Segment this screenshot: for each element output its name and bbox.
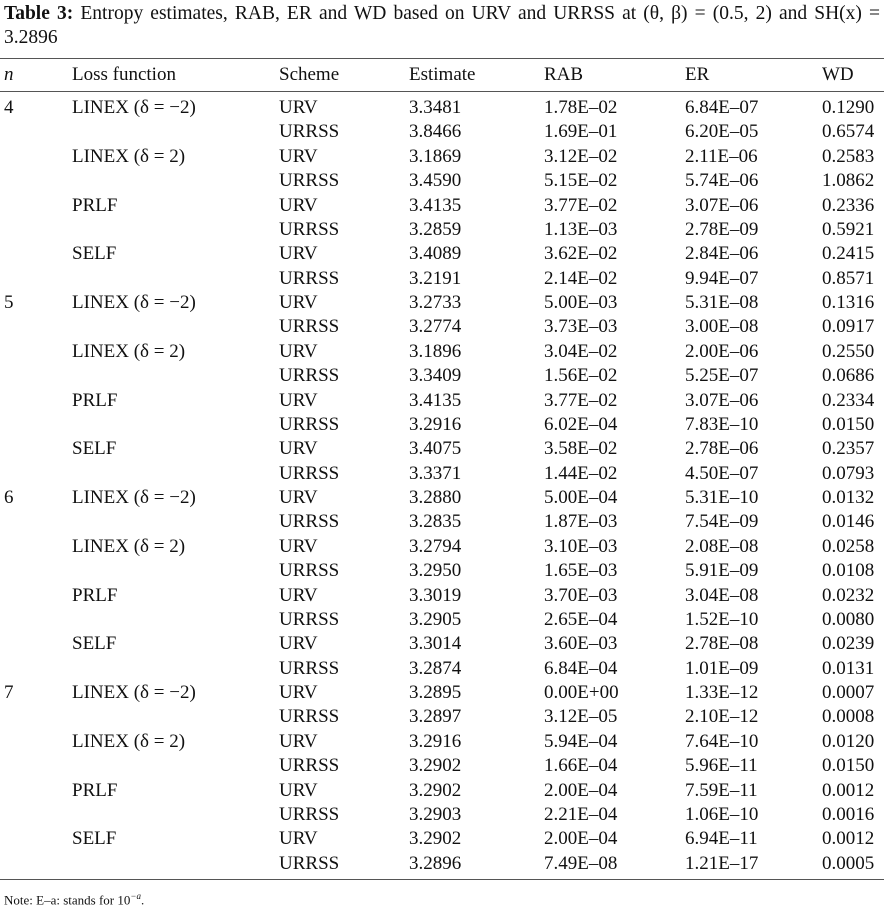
table-note	[4, 887, 144, 909]
cell-er: 6.20E–05	[685, 121, 759, 143]
cell-estimate: 3.8466	[409, 121, 462, 143]
cell-scheme: URRSS	[279, 365, 340, 387]
cell-wd: 0.0132	[822, 487, 875, 508]
cell-er: 7.54E–09	[685, 511, 759, 533]
cell-wd: 0.0131	[822, 657, 875, 679]
cell-er: 5.74E–06	[685, 170, 759, 192]
cell-estimate: 3.3481	[409, 97, 462, 118]
cell-scheme: URRSS	[279, 121, 340, 143]
cell-wd: 0.0012	[822, 779, 875, 801]
cell-n: 6	[4, 487, 14, 508]
table-row	[0, 169, 884, 193]
cell-loss: LINEX (δ = −2)	[72, 682, 196, 703]
cell-scheme: URRSS	[279, 511, 340, 533]
cell-rab: 3.12E–02	[544, 145, 618, 167]
cell-loss: LINEX (δ = 2)	[72, 145, 186, 167]
table-row	[0, 194, 884, 218]
cell-estimate: 3.2916	[409, 413, 462, 435]
cell-estimate: 3.2896	[409, 852, 462, 874]
cell-rab: 6.84E–04	[544, 657, 618, 679]
table-row	[0, 340, 884, 364]
cell-scheme: URV	[279, 633, 318, 655]
note-exponent: −a	[130, 891, 141, 901]
header-loss-function: Loss function	[72, 64, 176, 85]
cell-wd: 0.0016	[822, 803, 875, 825]
table-row	[0, 145, 884, 169]
cell-er: 2.10E–12	[685, 706, 759, 728]
cell-estimate: 3.2835	[409, 511, 462, 533]
cell-er: 3.07E–06	[685, 194, 759, 216]
cell-scheme: URRSS	[279, 462, 340, 484]
cell-rab: 3.58E–02	[544, 438, 618, 460]
cell-estimate: 3.2897	[409, 706, 462, 728]
table-row	[0, 608, 884, 632]
table-row	[0, 315, 884, 339]
cell-rab: 3.77E–02	[544, 194, 618, 216]
cell-wd: 0.2334	[822, 389, 875, 411]
header-rab: RAB	[544, 64, 584, 85]
cell-wd: 0.2415	[822, 243, 875, 265]
table-row	[0, 291, 884, 315]
cell-scheme: URRSS	[279, 170, 340, 192]
table-row	[0, 803, 884, 827]
cell-estimate: 3.3014	[409, 633, 462, 655]
cell-scheme: URRSS	[279, 608, 340, 630]
table-row	[0, 389, 884, 413]
cell-scheme: URV	[279, 584, 318, 606]
cell-loss: PRLF	[72, 194, 118, 216]
cell-rab: 1.13E–03	[544, 218, 618, 240]
cell-loss: LINEX (δ = −2)	[72, 97, 196, 118]
table-row	[0, 535, 884, 559]
cell-wd: 0.1316	[822, 292, 875, 313]
table-row	[0, 705, 884, 729]
cell-er: 1.52E–10	[685, 608, 759, 630]
cell-estimate: 3.4590	[409, 170, 462, 192]
cell-rab: 2.65E–04	[544, 608, 618, 630]
cell-rab: 2.21E–04	[544, 803, 618, 825]
cell-wd: 0.1290	[822, 97, 875, 118]
cell-loss: LINEX (δ = 2)	[72, 340, 186, 362]
cell-wd: 0.2357	[822, 438, 875, 460]
cell-wd: 0.0146	[822, 511, 875, 533]
cell-scheme: URV	[279, 292, 318, 313]
cell-scheme: URRSS	[279, 755, 340, 777]
cell-scheme: URRSS	[279, 852, 340, 874]
cell-scheme: URV	[279, 779, 318, 801]
cell-estimate: 3.2794	[409, 535, 462, 557]
cell-wd: 0.2336	[822, 194, 875, 216]
cell-loss: LINEX (δ = −2)	[72, 487, 196, 508]
cell-er: 2.78E–09	[685, 218, 759, 240]
header-scheme: Scheme	[279, 64, 340, 85]
cell-scheme: URRSS	[279, 316, 340, 338]
caption-text: Entropy estimates, RAB, ER and WD based on URV and URRSS at (θ, β) = (0.5, 2) and SH(x) = 3.2896	[4, 3, 881, 48]
cell-er: 7.64E–10	[685, 730, 759, 752]
cell-estimate: 3.2902	[409, 779, 462, 801]
cell-estimate: 3.2774	[409, 316, 462, 338]
cell-er: 1.33E–12	[685, 682, 759, 703]
cell-scheme: URV	[279, 682, 318, 703]
cell-estimate: 3.1896	[409, 340, 462, 362]
cell-er: 2.78E–06	[685, 438, 759, 460]
cell-n: 7	[4, 682, 14, 703]
cell-loss: SELF	[72, 243, 117, 265]
cell-rab: 3.12E–05	[544, 706, 618, 728]
cell-er: 9.94E–07	[685, 267, 759, 289]
cell-wd: 0.6574	[822, 121, 875, 143]
table-row	[0, 510, 884, 534]
cell-rab: 1.66E–04	[544, 755, 618, 777]
table-row	[0, 730, 884, 754]
cell-wd: 0.0007	[822, 682, 875, 703]
cell-er: 1.06E–10	[685, 803, 759, 825]
cell-estimate: 3.2859	[409, 218, 462, 240]
table-row	[0, 364, 884, 388]
cell-scheme: URV	[279, 730, 318, 752]
cell-wd: 0.2550	[822, 340, 875, 362]
cell-estimate: 3.2874	[409, 657, 462, 679]
table-row	[0, 96, 884, 120]
cell-wd: 1.0862	[822, 170, 875, 192]
cell-wd: 0.0917	[822, 316, 875, 338]
cell-loss: LINEX (δ = 2)	[72, 535, 186, 557]
cell-estimate: 3.2733	[409, 292, 462, 313]
cell-er: 4.50E–07	[685, 462, 759, 484]
cell-scheme: URV	[279, 243, 318, 265]
cell-estimate: 3.3371	[409, 462, 462, 484]
cell-rab: 1.69E–01	[544, 121, 618, 143]
table-row	[0, 852, 884, 876]
cell-estimate: 3.2902	[409, 828, 462, 850]
header-wd: WD	[822, 64, 854, 85]
cell-estimate: 3.3409	[409, 365, 462, 387]
cell-estimate: 3.2903	[409, 803, 462, 825]
cell-scheme: URRSS	[279, 706, 340, 728]
cell-rab: 1.56E–02	[544, 365, 618, 387]
cell-estimate: 3.4089	[409, 243, 462, 265]
cell-scheme: URV	[279, 97, 318, 118]
cell-er: 2.78E–08	[685, 633, 759, 655]
cell-er: 5.96E–11	[685, 755, 758, 777]
cell-rab: 3.73E–03	[544, 316, 618, 338]
cell-estimate: 3.2916	[409, 730, 462, 752]
table-row	[0, 584, 884, 608]
table-caption	[4, 2, 880, 50]
cell-er: 5.31E–10	[685, 487, 759, 508]
cell-wd: 0.0793	[822, 462, 875, 484]
cell-rab: 1.87E–03	[544, 511, 618, 533]
table-row	[0, 559, 884, 583]
cell-rab: 5.94E–04	[544, 730, 618, 752]
cell-rab: 2.00E–04	[544, 828, 618, 850]
cell-scheme: URV	[279, 438, 318, 460]
note-prefix: Note: E–a: stands for 10	[4, 892, 131, 908]
cell-loss: PRLF	[72, 779, 118, 801]
cell-er: 3.00E–08	[685, 316, 759, 338]
cell-rab: 5.00E–04	[544, 487, 618, 508]
cell-rab: 5.15E–02	[544, 170, 618, 192]
cell-estimate: 3.4135	[409, 389, 462, 411]
cell-rab: 5.00E–03	[544, 292, 618, 313]
cell-scheme: URV	[279, 535, 318, 557]
cell-wd: 0.0150	[822, 413, 875, 435]
cell-rab: 7.49E–08	[544, 852, 618, 874]
cell-scheme: URV	[279, 194, 318, 216]
cell-rab: 3.77E–02	[544, 389, 618, 411]
cell-loss: LINEX (δ = −2)	[72, 292, 196, 313]
cell-rab: 0.00E+00	[544, 682, 619, 703]
table-row	[0, 754, 884, 778]
cell-wd: 0.0012	[822, 828, 875, 850]
cell-er: 2.11E–06	[685, 145, 758, 167]
cell-wd: 0.5921	[822, 218, 875, 240]
table-row	[0, 486, 884, 510]
cell-wd: 0.0686	[822, 365, 875, 387]
cell-er: 3.04E–08	[685, 584, 759, 606]
bottom-rule	[0, 879, 884, 880]
cell-er: 5.91E–09	[685, 560, 759, 582]
cell-er: 5.25E–07	[685, 365, 759, 387]
cell-scheme: URV	[279, 828, 318, 850]
cell-scheme: URRSS	[279, 413, 340, 435]
cell-n: 4	[4, 97, 14, 118]
table-row	[0, 120, 884, 144]
cell-rab: 1.44E–02	[544, 462, 618, 484]
table-row	[0, 413, 884, 437]
cell-er: 7.83E–10	[685, 413, 759, 435]
cell-scheme: URRSS	[279, 267, 340, 289]
cell-rab: 2.14E–02	[544, 267, 618, 289]
table-row	[0, 242, 884, 266]
cell-er: 1.21E–17	[685, 852, 759, 874]
cell-wd: 0.0120	[822, 730, 875, 752]
cell-estimate: 3.4135	[409, 194, 462, 216]
cell-wd: 0.0232	[822, 584, 875, 606]
header-rule	[0, 91, 884, 92]
cell-estimate: 3.2902	[409, 755, 462, 777]
cell-rab: 3.62E–02	[544, 243, 618, 265]
cell-rab: 6.02E–04	[544, 413, 618, 435]
cell-estimate: 3.3019	[409, 584, 462, 606]
table-row	[0, 462, 884, 486]
cell-loss: PRLF	[72, 389, 118, 411]
table-body	[0, 96, 884, 876]
cell-loss: SELF	[72, 828, 117, 850]
cell-rab: 1.65E–03	[544, 560, 618, 582]
cell-estimate: 3.2880	[409, 487, 462, 508]
cell-rab: 1.78E–02	[544, 97, 618, 118]
cell-er: 2.00E–06	[685, 340, 759, 362]
table-row	[0, 657, 884, 681]
cell-estimate: 3.1869	[409, 145, 462, 167]
cell-er: 7.59E–11	[685, 779, 758, 801]
table-row	[0, 632, 884, 656]
cell-wd: 0.0239	[822, 633, 875, 655]
caption-label: Table 3:	[4, 3, 74, 24]
cell-rab: 3.10E–03	[544, 535, 618, 557]
cell-wd: 0.8571	[822, 267, 875, 289]
cell-wd: 0.0150	[822, 755, 875, 777]
cell-wd: 0.0258	[822, 535, 875, 557]
cell-loss: SELF	[72, 438, 117, 460]
cell-er: 2.84E–06	[685, 243, 759, 265]
cell-n: 5	[4, 292, 14, 313]
cell-er: 2.08E–08	[685, 535, 759, 557]
cell-rab: 2.00E–04	[544, 779, 618, 801]
cell-loss: SELF	[72, 633, 117, 655]
cell-scheme: URV	[279, 340, 318, 362]
table-row	[0, 437, 884, 461]
header-n: n	[4, 64, 14, 85]
table-row	[0, 218, 884, 242]
cell-loss: PRLF	[72, 584, 118, 606]
cell-estimate: 3.2191	[409, 267, 462, 289]
cell-er: 6.94E–11	[685, 828, 758, 850]
cell-estimate: 3.2895	[409, 682, 462, 703]
cell-scheme: URV	[279, 145, 318, 167]
cell-er: 3.07E–06	[685, 389, 759, 411]
cell-loss: LINEX (δ = 2)	[72, 730, 186, 752]
table-row	[0, 681, 884, 705]
cell-estimate: 3.4075	[409, 438, 462, 460]
cell-scheme: URRSS	[279, 218, 340, 240]
cell-er: 5.31E–08	[685, 292, 759, 313]
cell-rab: 3.70E–03	[544, 584, 618, 606]
cell-wd: 0.0005	[822, 852, 875, 874]
cell-scheme: URRSS	[279, 657, 340, 679]
header-er: ER	[685, 64, 710, 85]
cell-scheme: URRSS	[279, 803, 340, 825]
cell-wd: 0.2583	[822, 145, 875, 167]
cell-wd: 0.0008	[822, 706, 875, 728]
cell-scheme: URV	[279, 487, 318, 508]
top-rule	[0, 58, 884, 59]
cell-scheme: URRSS	[279, 560, 340, 582]
cell-wd: 0.0080	[822, 608, 875, 630]
cell-estimate: 3.2950	[409, 560, 462, 582]
table-row	[0, 267, 884, 291]
table-row	[0, 827, 884, 851]
cell-rab: 3.60E–03	[544, 633, 618, 655]
cell-scheme: URV	[279, 389, 318, 411]
cell-wd: 0.0108	[822, 560, 875, 582]
header-estimate: Estimate	[409, 64, 476, 85]
cell-er: 1.01E–09	[685, 657, 759, 679]
cell-rab: 3.04E–02	[544, 340, 618, 362]
cell-estimate: 3.2905	[409, 608, 462, 630]
table-row	[0, 779, 884, 803]
note-suffix: .	[140, 892, 145, 908]
cell-er: 6.84E–07	[685, 97, 759, 118]
